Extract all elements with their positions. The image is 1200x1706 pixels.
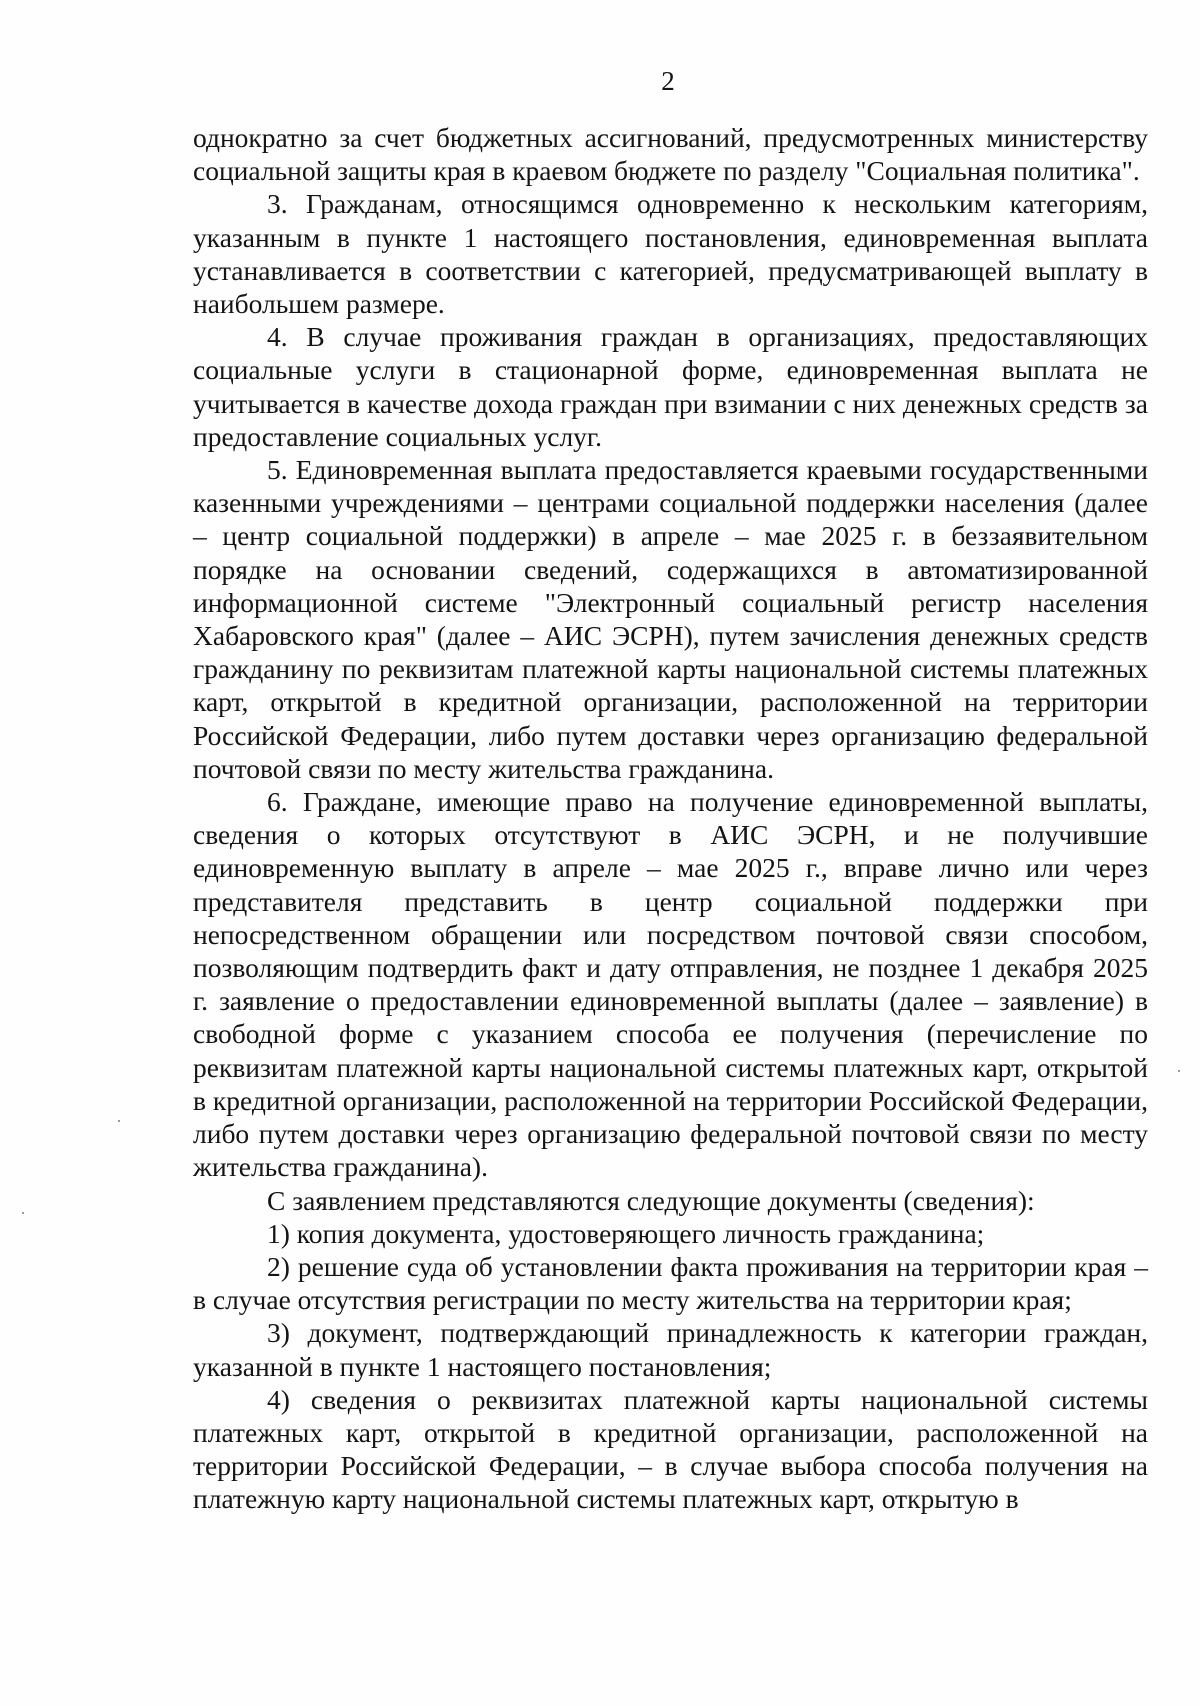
list-item-4: 4) сведения о реквизитах платежной карты национальной системы платежных карт, открытой в кредитной организации, расположенной на территории Российской Федерации, – в случае выбора способа получения на платежную карту национальной системы платежных карт, открытую в bbox=[193, 1383, 1148, 1515]
paragraph-continuation: однократно за счет бюджетных ассигнований, предусмотренных министерству социальной защиты края в краевом бюджете по разделу "Социальная политика". bbox=[193, 122, 1148, 187]
scan-speck bbox=[22, 1212, 24, 1214]
paragraph-item-5: 5. Единовременная выплата предоставляется краевыми государственными казенными учреждениями – центрами социальной поддержки населения (далее – центр социальной поддержки) в апреле – мае 2025 г. в беззаявительном порядке на основании сведений, содержащихся в автоматизированной информационной системе "Электронный социальный регистр населения Хабаровского края" (далее – АИС ЭСРН), путем зачисления денежных средств гражданину по реквизитам платежной карты национальной системы платежных карт, открытой в кредитной организации, расположенной на территории Российской Федерации, либо путем доставки через организацию федеральной почтовой связи по месту жительства гражданина. bbox=[193, 454, 1148, 784]
list-item-3: 3) документ, подтверждающий принадлежность к категории граждан, указанной в пункте 1 настоящего постановления; bbox=[193, 1317, 1148, 1382]
list-item-2: 2) решение суда об установлении факта проживания на территории края – в случае отсутствия регистрации по месту жительства на территории края; bbox=[193, 1250, 1148, 1316]
paragraph-item-3: 3. Гражданам, относящимся одновременно к нескольким категориям, указанным в пункте 1 настоящего постановления, единовременная выплата устанавливается в соответствии с категорией, предусматривающей выплату в наибольшем размере. bbox=[193, 188, 1148, 320]
scan-speck bbox=[118, 1120, 120, 1122]
paragraph-item-6: 6. Граждане, имеющие право на получение единовременной выплаты, сведения о которых отсутствуют в АИС ЭСРН, и не получившие единовременную выплату в апреле – мае 2025 г., вправе лично или через представителя представить в центр социальной поддержки при непосредственном обращении или посредством почтовой связи способом, позволяющим подтвердить факт и дату отправления, не позднее 1 декабря 2025 г. заявление о предоставлении единовременной выплаты (далее – заявление) в свободной форме с указанием способа ее получения (перечисление по реквизитам платежной карты национальной системы платежных карт, открытой в кредитной организации, расположенной на территории Российской Федерации, либо путем доставки через организацию федеральной почтовой связи по месту жительства гражданина). bbox=[193, 786, 1148, 1183]
paragraph-documents-intro: С заявлением представляются следующие документы (сведения): bbox=[267, 1184, 1035, 1216]
document-body bbox=[193, 121, 1148, 1516]
list-item-1: 1) копия документа, удостоверяющего личность гражданина; bbox=[267, 1217, 985, 1249]
paragraph-item-4: 4. В случае проживания граждан в организациях, предоставляющих социальные услуги в стационарной форме, единовременная выплата не учитывается в качестве дохода граждан при взимании с них денежных средств за предоставление социальных услуг. bbox=[193, 321, 1148, 452]
page-number: 2 bbox=[661, 66, 675, 96]
scan-speck bbox=[1178, 1070, 1180, 1072]
